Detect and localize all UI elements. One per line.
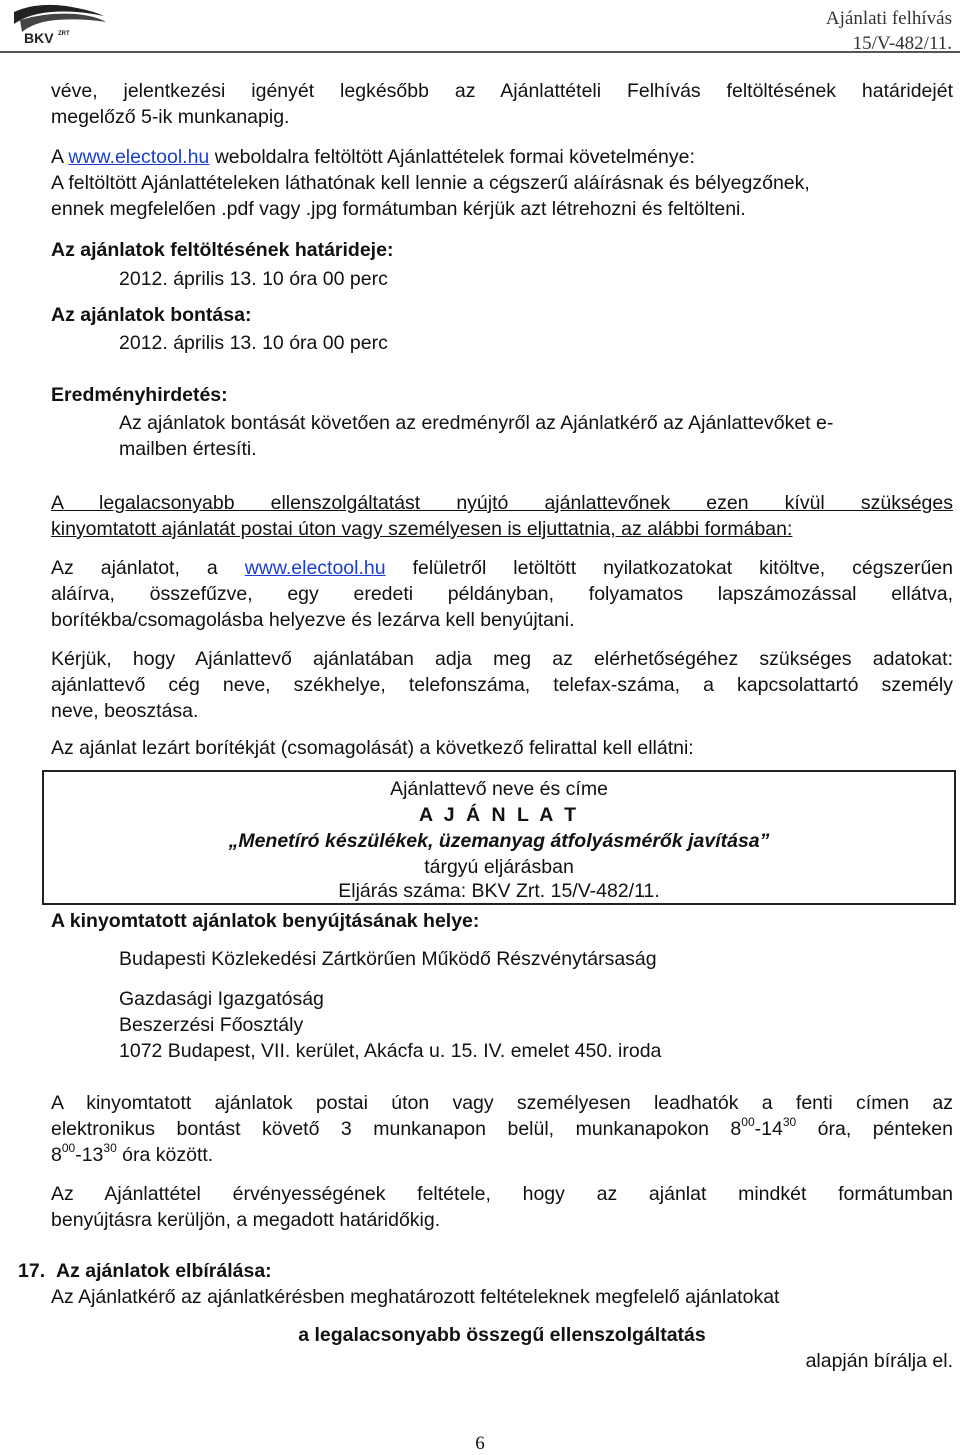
header-doc-number: 15/V-482/11.: [852, 33, 952, 54]
section17-tail: alapján bírálja el.: [805, 1350, 953, 1372]
header-divider: [0, 51, 960, 53]
results-label: Eredményhirdetés:: [51, 384, 228, 406]
p1-line1: véve, jelentkezési igényét legkésőbb az Ajánlattételi Felhívás feltöltésének határidejét: [51, 80, 953, 102]
hours-line1: A kinyomtatott ajánlatok postai úton vagy személyesen leadhatók a fenti címen az: [51, 1092, 953, 1114]
validity-line1: Az Ajánlattétel érvényességének feltétele, hogy az ajánlat mindkét formátumban: [51, 1183, 953, 1205]
p2-line2: A feltöltött Ajánlattételeken láthatónak kell lennie a cégszerű aláírásnak és bélyegzőnek,: [51, 172, 810, 194]
submission-address: 1072 Budapest, VII. kerület, Akácfa u. 15. IV. emelet 450. iroda: [119, 1040, 662, 1062]
submission-dept2: Beszerzési Főosztály: [119, 1014, 304, 1036]
bkv-logo: [6, 2, 110, 46]
hours-line2: elektronikus bontást követő 3 munkanapon belül, munkanapokon $8^{00}-14^{30}$ óra, pénteken: [51, 1115, 953, 1140]
request-line3: neve, beosztása.: [51, 700, 199, 722]
deadline-label: Az ajánlatok feltöltésének határideje:: [51, 239, 394, 261]
svg-text:BKV: BKV: [24, 30, 54, 46]
p2-line1: A www.electool.hu weboldalra feltöltött Ajánlattételek formai követelménye:: [51, 146, 695, 168]
header-doc-info: [826, 6, 952, 56]
section17-title: Az ajánlatok elbírálása:: [56, 1260, 272, 1282]
page-number: 6: [475, 1433, 485, 1454]
form-line2: aláírva, összefűzve, egy eredeti példányban, folyamatos lapszámozással ellátva,: [51, 583, 953, 605]
submission-company: Budapesti Közlekedési Zártkörűen Működő Részvénytársaság: [119, 948, 657, 970]
requirement-line2: kinyomtatott ajánlatát postai úton vagy személyesen is eljuttatnia, az alábbi formában:: [51, 518, 793, 540]
svg-text:ZRT: ZRT: [58, 31, 70, 37]
submission-dept1: Gazdasági Igazgatóság: [119, 988, 324, 1010]
hours-line3: $8^{00}-13^{30}$ óra között.: [51, 1141, 214, 1166]
requirement-line1: A legalacsonyabb ellenszolgáltatást nyújtó ajánlattevőnek ezen kívül szükséges: [51, 492, 953, 514]
opening-label: Az ajánlatok bontása:: [51, 304, 252, 326]
submission-label: A kinyomtatott ajánlatok benyújtásának helye:: [51, 910, 480, 932]
electool-link-2[interactable]: www.electool.hu: [244, 557, 386, 579]
p1-line2: megelőző 5-ik munkanapig.: [51, 106, 290, 128]
validity-line2: benyújtásra kerüljön, a megadott határidőkig.: [51, 1209, 441, 1231]
section17-number: 17.: [18, 1260, 46, 1282]
header-doc-type: Ajánlati felhívás: [825, 8, 952, 29]
deadline-value: 2012. április 13. 10 óra 00 perc: [119, 268, 388, 290]
box-line-subject: „Menetíró készülékek, üzemanyag átfolyásmérők javítása”: [228, 830, 770, 852]
results-line1: Az ajánlatok bontását követően az eredményről az Ajánlatkérő az Ajánlattevőket e-: [119, 412, 834, 434]
request-line2: ajánlattevő cég neve, székhelye, telefonszáma, telefax-száma, a kapcsolattartó személy: [51, 674, 953, 696]
envelope-label-box: [42, 770, 956, 905]
box-line-number: Eljárás száma: BKV Zrt. 15/V-482/11.: [338, 880, 660, 902]
form-line1: Az ajánlatot, a www.electool.hu felületről letöltött nyilatkozatokat kitöltve, cégszerűen: [51, 557, 953, 579]
form-line3: borítékba/csomagolásba helyezve és lezárva kell benyújtani.: [51, 609, 575, 631]
opening-value: 2012. április 13. 10 óra 00 perc: [119, 332, 388, 354]
p2-line3: ennek megfelelően .pdf vagy .jpg formátumban kérjük azt létrehozni és feltölteni.: [51, 198, 746, 220]
label-intro: Az ajánlat lezárt borítékját (csomagolását) a következő felirattal kell ellátni:: [51, 737, 694, 759]
request-line1: Kérjük, hogy Ajánlattevő ajánlatában adja meg az elérhetőségéhez szükséges adatokat:: [51, 648, 953, 670]
box-line-offer: A J Á N L A T: [419, 804, 579, 826]
results-line2: mailben értesíti.: [119, 438, 257, 460]
section17-criterion: a legalacsonyabb összegű ellenszolgáltatás: [298, 1324, 706, 1346]
section17-line1: Az Ajánlatkérő az ajánlatkérésben meghatározott feltételeknek megfelelő ajánlatokat: [51, 1286, 780, 1308]
electool-link[interactable]: www.electool.hu: [68, 146, 210, 168]
box-line-bidder: Ajánlattevő neve és címe: [390, 778, 608, 800]
box-line-procedure: tárgyú eljárásban: [424, 856, 574, 878]
